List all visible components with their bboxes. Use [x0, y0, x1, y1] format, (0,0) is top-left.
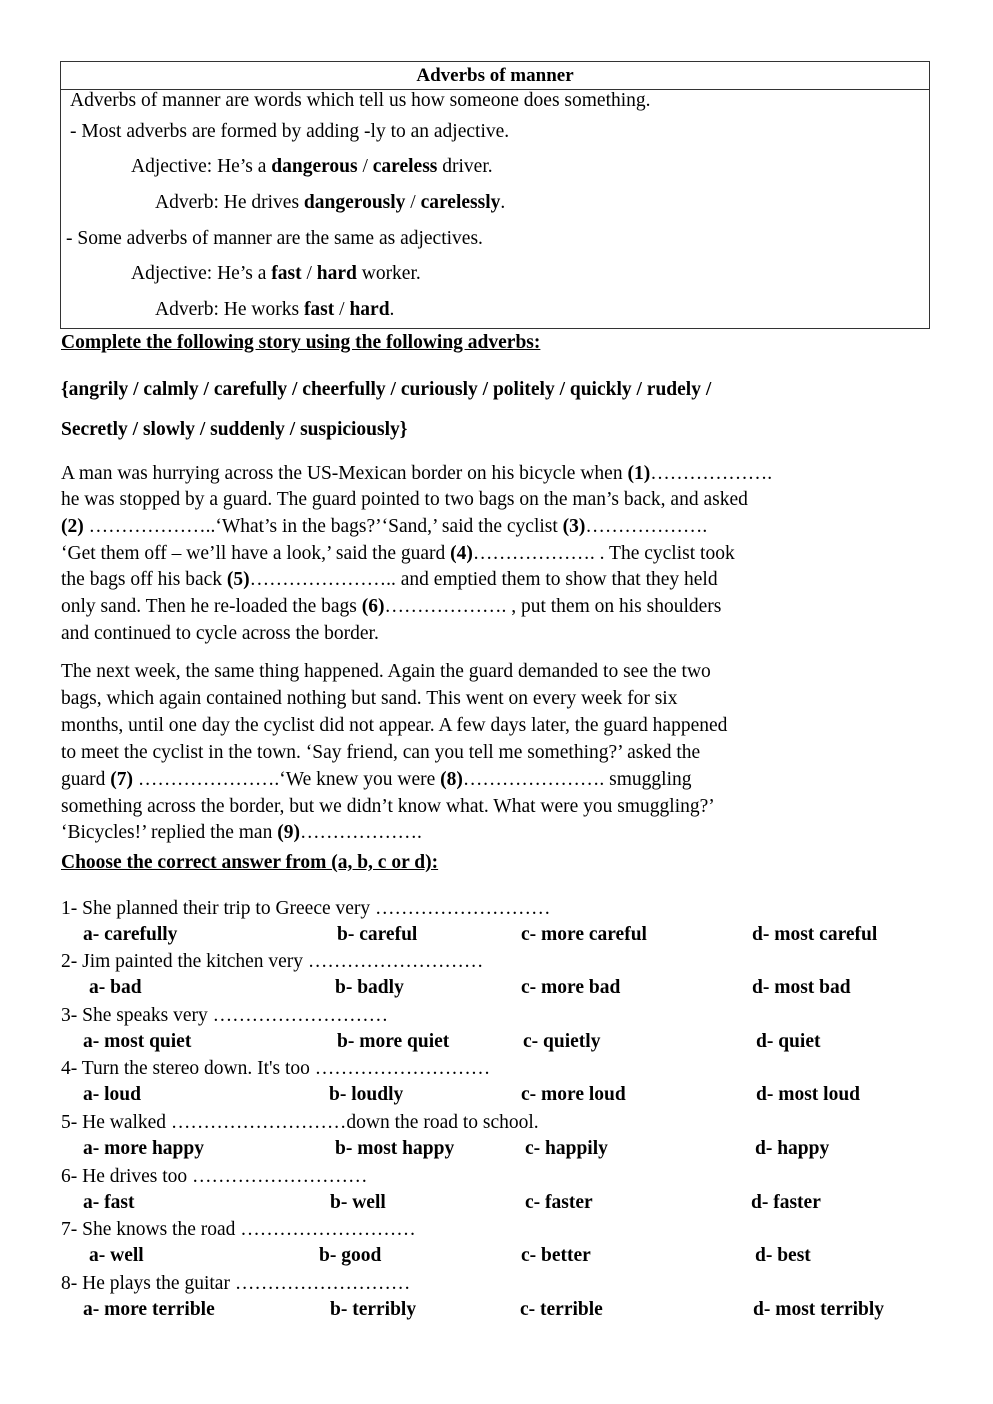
answer-option-a[interactable]: a- fast	[83, 1192, 135, 1213]
answer-option-a[interactable]: a- most quiet	[83, 1031, 192, 1052]
story-line	[61, 489, 748, 511]
question-stem: 3- She speaks very ………………………	[61, 1005, 389, 1026]
example-text: Adjective: He’s a	[131, 156, 272, 177]
example-keyword: hard	[349, 299, 390, 320]
story-line	[61, 569, 718, 591]
definition-text: Adverbs of manner are words which tell us how someone does something.	[70, 90, 651, 111]
answer-option-d[interactable]: d- most bad	[752, 977, 851, 998]
story-text: only sand. Then he re-loaded the bags	[61, 596, 362, 617]
story-text: to meet the cyclist in the town. ‘Say friend, can you tell me something?’ asked the	[61, 742, 701, 763]
question-stem: 6- He drives too ………………………	[61, 1166, 368, 1187]
question-stem: 5- He walked ………………………down the road to school.	[61, 1112, 539, 1133]
example-text: Adverb: He works	[155, 299, 304, 320]
example-1-adverb	[155, 192, 505, 214]
word-bank-line-2: Secretly / slowly / suddenly / suspiciously}	[61, 419, 408, 440]
example-keyword: fast	[303, 299, 335, 320]
answer-option-b[interactable]: b- more quiet	[337, 1031, 450, 1052]
story-text: months, until one day the cyclist did not appear. A few days later, the guard happened	[61, 715, 728, 736]
story-line	[61, 661, 711, 683]
rule-2-text: - Some adverbs of manner are the same as adjectives.	[66, 228, 483, 249]
story-line	[61, 596, 721, 618]
example-keyword: careless	[372, 156, 438, 177]
story-text: bags, which again contained nothing but sand. This went on every week for six	[61, 688, 678, 709]
blank-2[interactable]: ………………..‘What’s in the bags?’‘Sand,’ said the cyclist	[83, 516, 563, 537]
answer-option-b[interactable]: b- good	[319, 1245, 382, 1266]
blank-number: (6)	[361, 596, 385, 617]
separator: /	[334, 299, 350, 320]
answer-option-b[interactable]: b- most happy	[335, 1138, 455, 1159]
story-line	[61, 822, 422, 844]
example-text: .	[500, 192, 506, 213]
example-keyword: dangerous	[271, 156, 358, 177]
blank-5[interactable]: ………………….. and emptied them to show that they held	[249, 569, 718, 590]
rule-1-text: - Most adverbs are formed by adding -ly to an adjective.	[70, 121, 510, 142]
answer-option-d[interactable]: d- faster	[751, 1192, 821, 1213]
story-text: The next week, the same thing happened. Again the guard demanded to see the two	[61, 661, 711, 682]
example-text: driver.	[437, 156, 493, 177]
blank-number: (4)	[450, 543, 473, 564]
blank-number: (7)	[110, 769, 134, 790]
story-line	[61, 516, 707, 538]
example-text: Adverb: He drives	[155, 192, 304, 213]
answer-option-a[interactable]: a- more happy	[83, 1138, 204, 1159]
separator: /	[301, 263, 317, 284]
story-text: ‘Get them off – we’ll have a look,’ said the guard	[61, 543, 451, 564]
answer-option-c[interactable]: c- happily	[525, 1138, 608, 1159]
answer-option-d[interactable]: d- best	[755, 1245, 811, 1266]
answer-option-a[interactable]: a- loud	[83, 1084, 141, 1105]
answer-option-a[interactable]: a- carefully	[83, 924, 178, 945]
separator: /	[405, 192, 421, 213]
answer-option-d[interactable]: d- most terribly	[753, 1299, 885, 1320]
answer-option-c[interactable]: c- more loud	[521, 1084, 626, 1105]
story-line	[61, 742, 700, 764]
example-text: Adjective: He’s a	[131, 263, 272, 284]
answer-option-b[interactable]: b- badly	[335, 977, 404, 998]
answer-option-b[interactable]: b- loudly	[329, 1084, 404, 1105]
story-line	[61, 688, 677, 710]
answer-option-c[interactable]: c- better	[521, 1245, 591, 1266]
answer-option-b[interactable]: b- terribly	[330, 1299, 417, 1320]
example-2-adjective	[131, 263, 421, 285]
question-stem: 2- Jim painted the kitchen very ………………………	[61, 951, 484, 972]
blank-7[interactable]: ………………….‘We knew you were	[133, 769, 441, 790]
blank-8[interactable]: …………………. smuggling	[462, 769, 692, 790]
answer-option-a[interactable]: a- more terrible	[83, 1299, 215, 1320]
story-text: the bags off his back	[61, 569, 227, 590]
answer-option-d[interactable]: d- quiet	[756, 1031, 821, 1052]
answer-option-d[interactable]: d- happy	[755, 1138, 830, 1159]
answer-option-d[interactable]: d- most careful	[752, 924, 878, 945]
question-stem: 4- Turn the stereo down. It's too ………………………	[61, 1058, 491, 1079]
blank-number: (3)	[562, 516, 586, 537]
story-line	[61, 623, 379, 645]
blank-number: (2)	[61, 516, 84, 537]
blank-9[interactable]: ……………….	[299, 822, 422, 843]
example-text: .	[389, 299, 395, 320]
answer-option-c[interactable]: c- more careful	[521, 924, 647, 945]
blank-3[interactable]: ……………….	[585, 516, 708, 537]
blank-6[interactable]: ………………. , put them on his shoulders	[384, 596, 722, 617]
story-line	[61, 796, 715, 818]
exercise-2-heading: Choose the correct answer from (a, b, c or d):	[61, 852, 439, 873]
example-keyword: carelessly	[420, 192, 501, 213]
story-text: something across the border, but we didn’t know what. What were you smuggling?’	[61, 796, 715, 817]
blank-number: (5)	[226, 569, 250, 590]
answer-option-c[interactable]: c- terrible	[520, 1299, 603, 1320]
story-text: ‘Bicycles!’ replied the man	[61, 822, 278, 843]
example-2-adverb	[155, 299, 394, 321]
answer-option-b[interactable]: b- well	[330, 1192, 386, 1213]
blank-number: (1)	[627, 463, 651, 484]
story-text: and continued to cycle across the border.	[61, 623, 379, 644]
story-line	[61, 463, 772, 485]
answer-option-b[interactable]: b- careful	[337, 924, 418, 945]
blank-4[interactable]: ………………. . The cyclist took	[472, 543, 735, 564]
story-text: A man was hurrying across the US-Mexican border on his bicycle when	[61, 463, 628, 484]
story-line	[61, 769, 692, 791]
word-bank-line-1: {angrily / calmly / carefully / cheerfully / curiously / politely / quickly / rudely /	[61, 379, 712, 400]
question-stem: 1- She planned their trip to Greece very ………………………	[61, 898, 551, 919]
blank-1[interactable]: ……………….	[650, 463, 773, 484]
answer-option-c[interactable]: c- more bad	[521, 977, 621, 998]
question-stem: 7- She knows the road ………………………	[61, 1219, 416, 1240]
separator: /	[357, 156, 373, 177]
story-line	[61, 543, 735, 565]
grammar-box-title: Adverbs of manner	[61, 62, 929, 90]
example-keyword: dangerously	[303, 192, 406, 213]
blank-number: (8)	[440, 769, 463, 790]
example-keyword: fast	[271, 263, 302, 284]
story-line	[61, 715, 727, 737]
answer-option-c[interactable]: c- quietly	[523, 1031, 601, 1052]
story-text: guard	[61, 769, 111, 790]
exercise-1-heading: Complete the following story using the following adverbs:	[61, 332, 541, 353]
example-1-adjective	[131, 156, 493, 178]
answer-option-a[interactable]: a- bad	[89, 977, 142, 998]
example-text: worker.	[356, 263, 421, 284]
blank-number: (9)	[277, 822, 300, 843]
example-keyword: hard	[316, 263, 357, 284]
answer-option-a[interactable]: a- well	[89, 1245, 144, 1266]
answer-option-d[interactable]: d- most loud	[756, 1084, 861, 1105]
story-text: he was stopped by a guard. The guard pointed to two bags on the man’s back, and asked	[61, 489, 748, 510]
question-stem: 8- He plays the guitar ………………………	[61, 1273, 411, 1294]
answer-option-c[interactable]: c- faster	[525, 1192, 593, 1213]
